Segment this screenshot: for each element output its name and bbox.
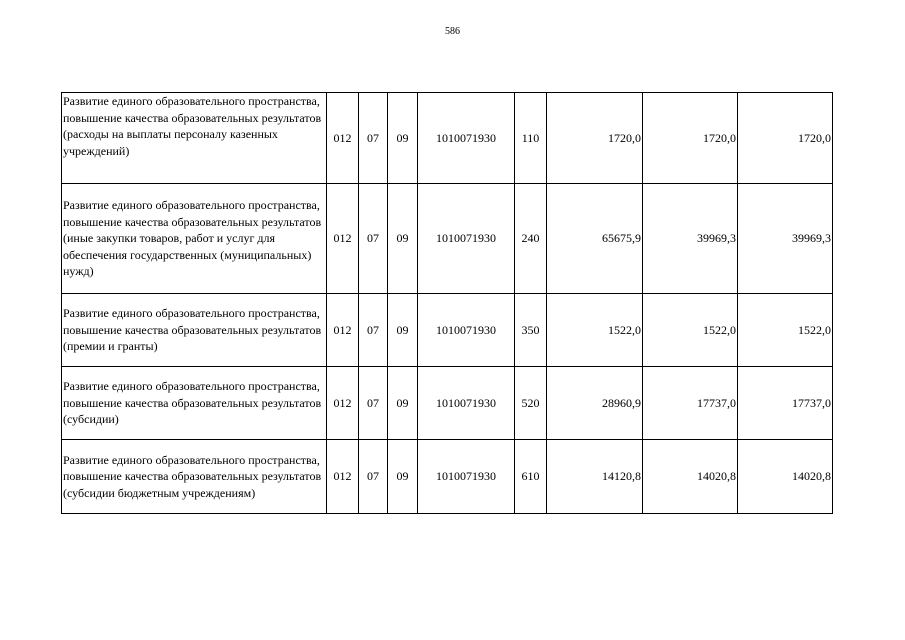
amount-year-1: 1720,0	[547, 93, 643, 184]
subsection-code: 09	[388, 440, 418, 514]
target-code: 1010071930	[418, 440, 515, 514]
row-description: Развитие единого образовательного пространства, повышение качества образовательных результатов (субсидии)	[62, 367, 327, 440]
amount-year-2: 17737,0	[643, 367, 738, 440]
row-description: Развитие единого образовательного пространства, повышение качества образовательных результатов (премии и гранты)	[62, 294, 327, 367]
row-description: Развитие единого образовательного пространства, повышение качества образовательных результатов (расходы на выплаты персоналу казенных учреждений)	[62, 93, 327, 184]
table-row	[62, 367, 833, 440]
amount-year-1: 14120,8	[547, 440, 643, 514]
section-code: 07	[359, 184, 388, 294]
ministry-code: 012	[327, 93, 359, 184]
target-code: 1010071930	[418, 367, 515, 440]
amount-year-2: 14020,8	[643, 440, 738, 514]
budget-table	[61, 92, 833, 514]
table-row	[62, 184, 833, 294]
expense-type-code: 610	[515, 440, 547, 514]
amount-year-2: 1720,0	[643, 93, 738, 184]
subsection-code: 09	[388, 184, 418, 294]
row-description: Развитие единого образовательного пространства, повышение качества образовательных результатов (иные закупки товаров, работ и услуг для обеспечения государственных (муниципальных) нужд)	[62, 184, 327, 294]
table-row	[62, 440, 833, 514]
expense-type-code: 520	[515, 367, 547, 440]
expense-type-code: 240	[515, 184, 547, 294]
section-code: 07	[359, 93, 388, 184]
amount-year-3: 1522,0	[738, 294, 833, 367]
section-code: 07	[359, 294, 388, 367]
page-number: 586	[445, 26, 460, 37]
table-row	[62, 93, 833, 184]
ministry-code: 012	[327, 184, 359, 294]
amount-year-1: 65675,9	[547, 184, 643, 294]
amount-year-3: 14020,8	[738, 440, 833, 514]
table-row	[62, 294, 833, 367]
subsection-code: 09	[388, 367, 418, 440]
amount-year-3: 39969,3	[738, 184, 833, 294]
target-code: 1010071930	[418, 294, 515, 367]
subsection-code: 09	[388, 93, 418, 184]
target-code: 1010071930	[418, 93, 515, 184]
amount-year-2: 39969,3	[643, 184, 738, 294]
ministry-code: 012	[327, 294, 359, 367]
amount-year-2: 1522,0	[643, 294, 738, 367]
target-code: 1010071930	[418, 184, 515, 294]
amount-year-1: 1522,0	[547, 294, 643, 367]
row-description: Развитие единого образовательного пространства, повышение качества образовательных результатов (субсидии бюджетным учреждениям)	[62, 440, 327, 514]
subsection-code: 09	[388, 294, 418, 367]
ministry-code: 012	[327, 440, 359, 514]
amount-year-3: 17737,0	[738, 367, 833, 440]
ministry-code: 012	[327, 367, 359, 440]
section-code: 07	[359, 367, 388, 440]
section-code: 07	[359, 440, 388, 514]
expense-type-code: 350	[515, 294, 547, 367]
amount-year-3: 1720,0	[738, 93, 833, 184]
amount-year-1: 28960,9	[547, 367, 643, 440]
expense-type-code: 110	[515, 93, 547, 184]
